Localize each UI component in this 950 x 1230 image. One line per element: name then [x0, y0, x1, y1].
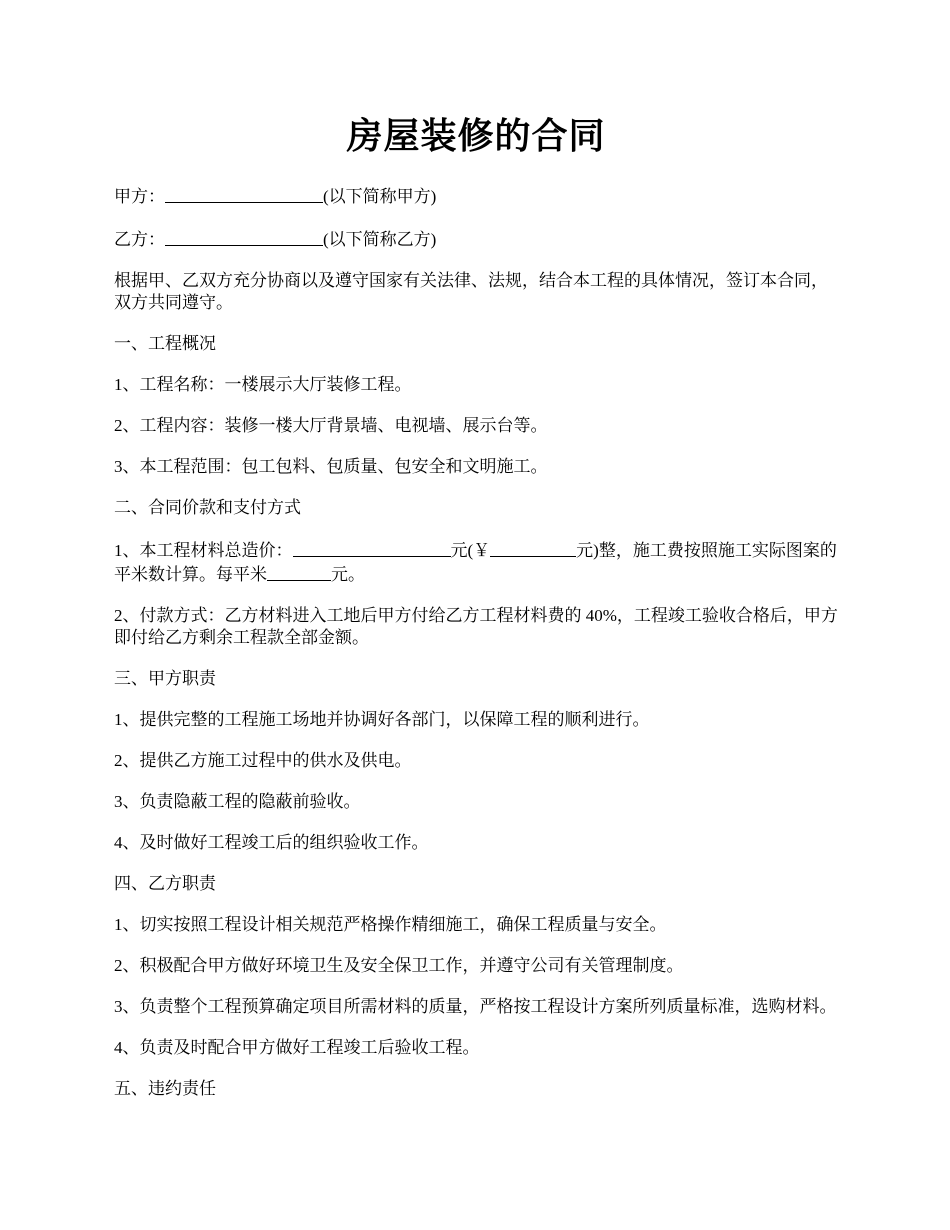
section-4-item: 3、负责整个工程预算确定项目所需材料的质量，严格按工程设计方案所列质量标准，选购材料。 — [114, 997, 837, 1016]
party-b-name-blank — [165, 228, 323, 246]
party-a-label: 甲方： — [114, 187, 165, 206]
section-1-item: 2、工程内容：装修一楼大厅背景墙、电视墙、展示台等。 — [114, 416, 548, 435]
party-b-suffix: (以下简称乙方) — [323, 230, 437, 249]
price-clause-part: 1、本工程材料总造价： — [114, 541, 293, 560]
section-1-item: 1、工程名称：一楼展示大厅装修工程。 — [114, 375, 412, 394]
section-3-heading: 三、甲方职责 — [114, 669, 216, 688]
section-3-item: 4、及时做好工程竣工后的组织验收工作。 — [114, 833, 429, 852]
section-4-item: 1、切实按照工程设计相关规范严格操作精细施工，确保工程质量与安全。 — [114, 915, 667, 934]
party-a-name-blank — [165, 185, 323, 203]
section-4-heading: 四、乙方职责 — [114, 874, 216, 893]
section-4-item: 4、负责及时配合甲方做好工程竣工后验收工程。 — [114, 1038, 480, 1057]
total-price-figure-blank — [490, 539, 576, 557]
party-a-suffix: (以下简称甲方) — [323, 187, 437, 206]
section-1-item: 3、本工程范围：包工包料、包质量、包安全和文明施工。 — [114, 457, 548, 476]
party-b-line — [114, 227, 838, 251]
section-3-item: 1、提供完整的工程施工场地并协调好各部门，以保障工程的顺利进行。 — [114, 710, 650, 729]
preamble-paragraph: 根据甲、乙双方充分协商以及遵守国家有关法律、法规，结合本工程的具体情况，签订本合同，双方共同遵守。 — [114, 271, 828, 312]
price-clause — [114, 538, 838, 586]
party-b-label: 乙方： — [114, 230, 165, 249]
payment-clause: 2、付款方式：乙方材料进入工地后甲方付给乙方工程材料费的 40%，工程竣工验收合格后，甲方即付给乙方剩余工程款全部金额。 — [114, 606, 838, 647]
unit-price-blank — [267, 563, 331, 581]
price-clause-part: 元)整，施工费按照施工实际图案的平米数计算。每平米 — [114, 541, 837, 584]
section-3-item: 3、负责隐蔽工程的隐蔽前验收。 — [114, 792, 361, 811]
section-4-item: 2、积极配合甲方做好环境卫生及安全保卫工作，并遵守公司有关管理制度。 — [114, 956, 684, 975]
section-2-heading: 二、合同价款和支付方式 — [114, 498, 301, 517]
price-clause-part: 元(￥ — [450, 541, 491, 560]
total-price-blank — [293, 539, 451, 557]
section-1-heading: 一、工程概况 — [114, 334, 216, 353]
document-title: 房屋装修的合同 — [346, 116, 606, 156]
party-a-line — [114, 184, 838, 208]
section-5-heading: 五、违约责任 — [114, 1079, 216, 1098]
section-3-item: 2、提供乙方施工过程中的供水及供电。 — [114, 751, 412, 770]
price-clause-part: 元。 — [331, 565, 365, 584]
